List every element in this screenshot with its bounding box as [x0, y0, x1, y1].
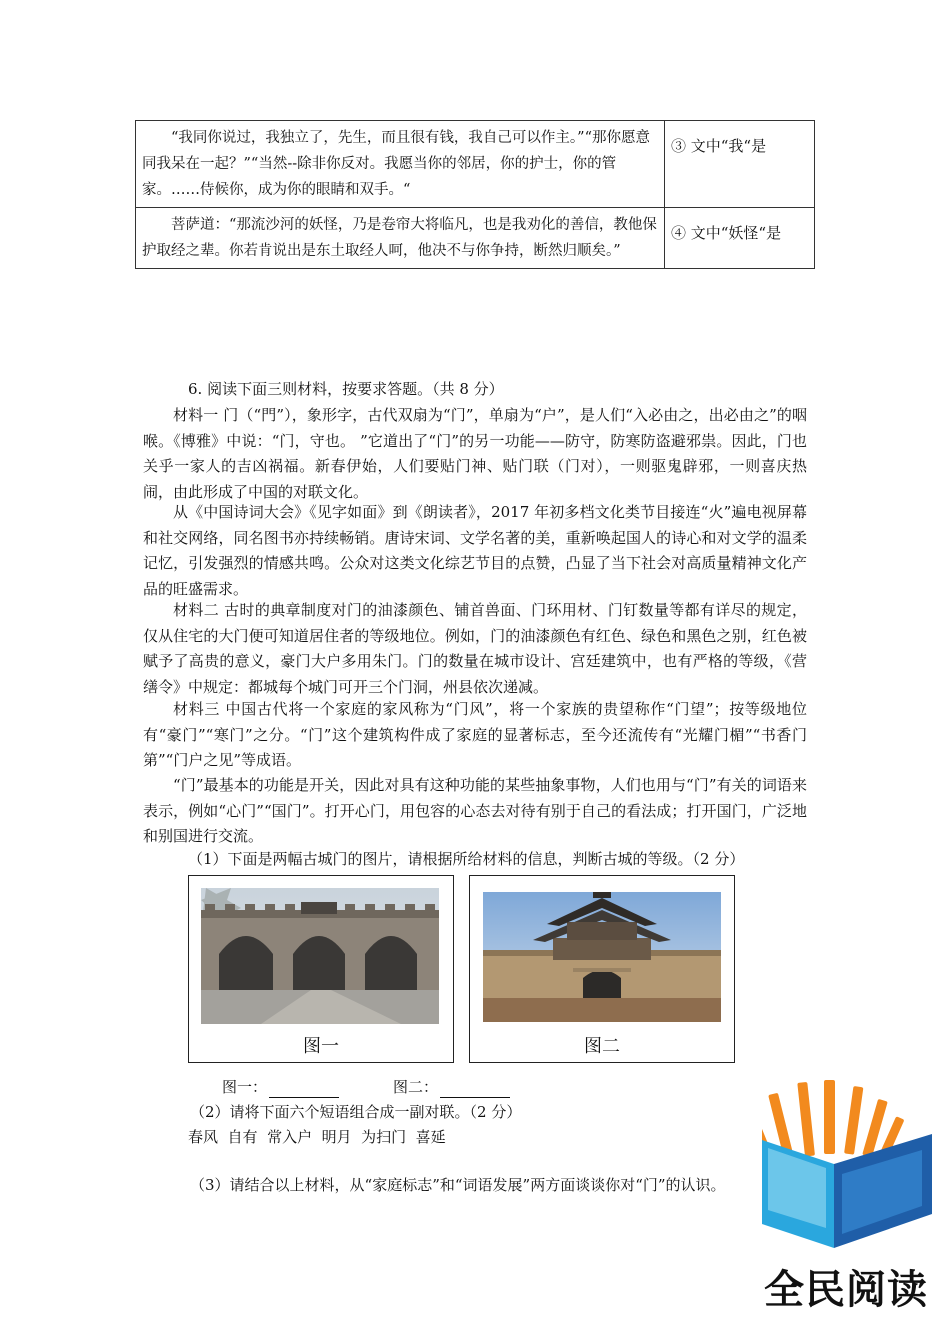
table-row	[136, 208, 815, 269]
figure-two-caption: 图二	[584, 1036, 620, 1057]
material-one: 材料一 门（“門”），象形字，古代双扇为“门”，单扇为“户”，是人们“入必由之，出必由之”的咽喉。《博雅》中说：“门，守也。 ”它道出了“门”的另一功能——防守，防寒防盗避邪祟。因此，门也关乎一家人的吉凶祸福。新春伊始，人们要贴门神、贴门联（门对），一则驱鬼辟邪，一则喜庆热闹，由此形成了中国的对联文化。	[143, 406, 807, 501]
table-row	[136, 121, 815, 208]
book-logo-icon	[762, 1078, 932, 1248]
answer-line-figure-two	[393, 1076, 510, 1098]
answer-blank[interactable]	[269, 1081, 339, 1098]
logo-text: 全民阅读	[764, 1267, 928, 1313]
sub-question-1: （1）下面是两幅古城门的图片，请根据所给材料的信息，判断古城的等级。（2 分）	[188, 850, 745, 868]
door-function-paragraph: “门”最基本的功能是开关，因此对具有这种功能的某些抽象事物，人们也用与“门”有关的词语来表示，例如“心门”“国门”。打开心门，用包容的心态去对待有别于自己的看法成；打开国门，广泛地和别国进行交流。	[143, 776, 807, 846]
city-gate-three-arches-image	[201, 888, 439, 1024]
city-gate-tower-image	[483, 892, 721, 1022]
figure-one-caption: 图一	[303, 1036, 339, 1057]
figure-one-frame	[188, 875, 454, 1063]
news-paragraph: 从《中国诗词大会》《见字如面》到《朗读者》，2017 年初多档文化类节目接连“火”遍电视屏幕和社交网络，同名图书亦持续畅销。唐诗宋词、文学名著的美，重新唤起国人的诗心和对文学的温柔记忆，引发强烈的情感共鸣。公众对这类文化综艺节目的点赞，凸显了当下社会对高质量精神文化产品的旺盛需求。	[143, 503, 807, 598]
figure-two-frame	[469, 875, 735, 1063]
table-cell-text: “我同你说过，我独立了，先生，而且很有钱，我自己可以作主。”“那你愿意同我呆在一起？”“当然--除非你反对。我愿当你的邻居，你的护士，你的管家。……侍候你，成为你的眼睛和双手。“	[136, 121, 665, 208]
answer-label: 图二：	[393, 1078, 439, 1096]
table-cell-question: ③ 文中“我“是	[665, 121, 815, 208]
answer-label: 图一：	[222, 1078, 268, 1096]
sub-question-3: （3）请结合以上材料，从“家庭标志”和“词语发展”两方面谈谈你对“门”的认识。	[190, 1176, 726, 1194]
material-two: 材料二 古时的典章制度对门的油漆颜色、铺首兽面、门环用材、门钉数量等都有详尽的规定，仅从住宅的大门便可知道居住者的等级地位。例如，门的油漆颜色有红色、绿色和黑色之别，红色被赋予了高贵的意义，豪门大户多用朱门。门的数量在城市设计、宫廷建筑中，也有严格的等级，《营缮令》中规定：都城每个城门可开三个门洞，州县依次递减。	[143, 601, 807, 696]
question-heading: 6. 阅读下面三则材料，按要求答题。（共 8 分）	[188, 380, 504, 398]
table-cell-question: ④ 文中“妖怪“是	[665, 208, 815, 269]
material-three: 材料三 中国古代将一个家庭的家风称为“门风”，将一个家族的贵望称作“门望”；按等级地位有“豪门”“寒门”之分。“门”这个建筑构件成了家庭的显著标志，至今还流传有“光耀门楣”“书香门第”“门户之见”等成语。	[143, 700, 807, 770]
table-cell-text: 菩萨道：“那流沙河的妖怪，乃是卷帘大将临凡，也是我劝化的善信，教他保护取经之辈。你若肯说出是东土取经人呵，他决不与你争持，断然归顺矣。”	[136, 208, 665, 269]
sub-question-2: （2）请将下面六个短语组合成一副对联。（2 分）	[190, 1103, 522, 1121]
comparison-table	[135, 120, 815, 269]
answer-blank[interactable]	[440, 1081, 510, 1098]
phrase-list: 春风 自有 常入户 明月 为扫门 喜延	[188, 1128, 446, 1146]
answer-line-figure-one	[222, 1076, 339, 1098]
